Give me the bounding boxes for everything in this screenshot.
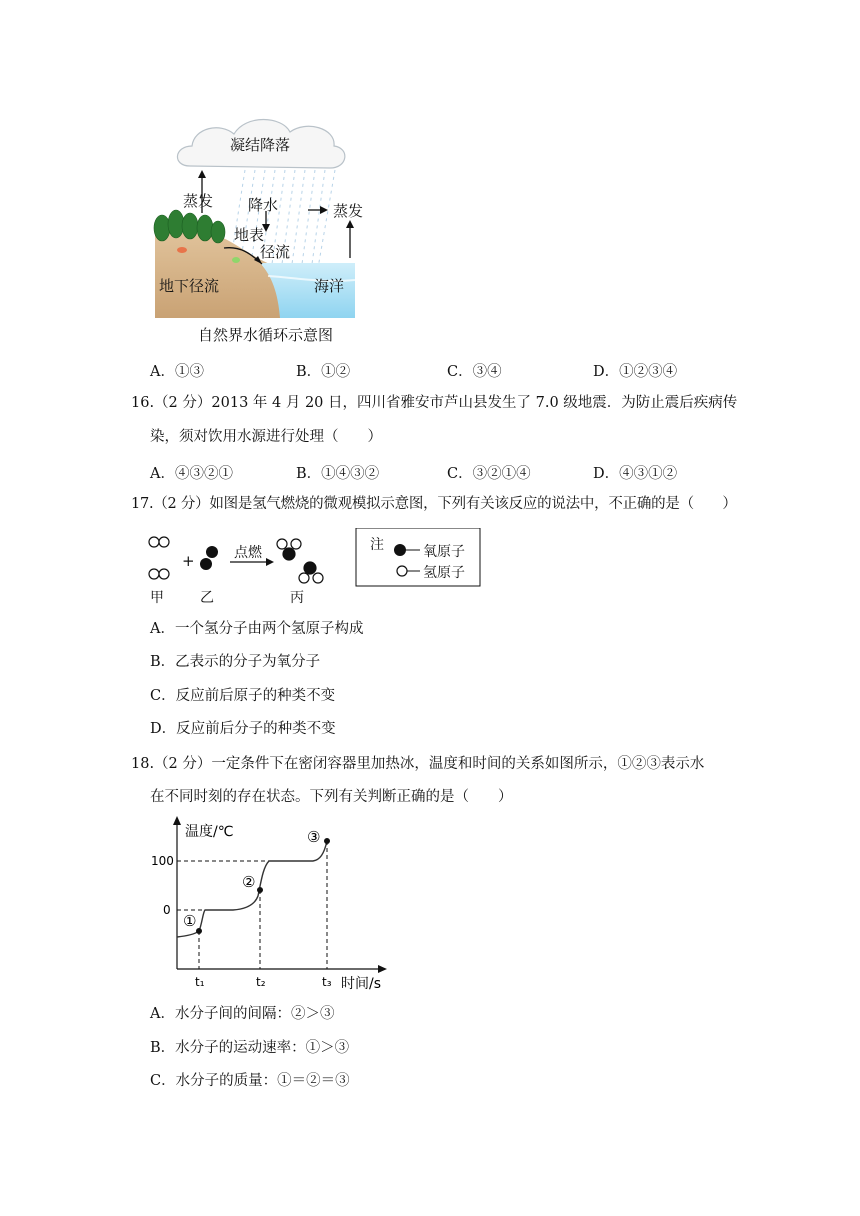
point-1-label: ① [183, 912, 197, 930]
q17-option-c[interactable]: C．反应前后原子的种类不变 [150, 688, 336, 704]
q16-option-a[interactable]: A．④③②① [150, 466, 233, 482]
trees [154, 210, 225, 243]
label-bing: 丙 [290, 590, 304, 606]
temperature-time-chart [145, 812, 395, 997]
q18-stem-line2: 在不同时刻的存在状态。下列有关判断正确的是（ ） [150, 789, 513, 805]
q15-option-c[interactable]: C．③④ [447, 364, 502, 380]
q16-option-c[interactable]: C．③②①④ [447, 466, 531, 482]
arrow-label: 点燃 [234, 545, 262, 561]
surface-runoff-label-2: 径流 [260, 243, 291, 261]
groundwater-label: 地下径流 [159, 277, 220, 295]
water-cycle-figure [150, 108, 370, 346]
evaporation-left-label: 蒸发 [183, 192, 214, 210]
q18-option-c[interactable]: C．水分子的质量：①＝②＝③ [150, 1073, 350, 1089]
y-tick-0: 0 [163, 903, 171, 917]
x-tick-t3: t₃ [322, 975, 332, 989]
q15-option-d[interactable]: D．①②③④ [593, 364, 678, 380]
q16-stem-line1: 16.（2 分）2013 年 4 月 20 日，四川省雅安市芦山县发生了 7.0 级地震．为防止震后疾病传 [131, 395, 738, 411]
legend-hydrogen: 氢原子 [423, 565, 465, 581]
figure-caption: 自然界水循环示意图 [198, 326, 334, 344]
label-jia: 甲 [150, 590, 164, 606]
chart-svg [145, 812, 395, 997]
legend-title: 注 [370, 537, 384, 553]
q18-option-b[interactable]: B．水分子的运动速率：①＞③ [150, 1040, 350, 1056]
q16-option-b[interactable]: B．①④③② [296, 466, 380, 482]
h2o-molecules [277, 539, 323, 583]
o2-molecule [200, 546, 218, 570]
x-tick-t1: t₁ [195, 975, 205, 989]
q15-option-b[interactable]: B．①② [296, 364, 351, 380]
q17-option-d[interactable]: D．反应前后分子的种类不变 [150, 721, 336, 737]
x-tick-t2: t₂ [256, 975, 266, 989]
q18-stem-line1: 18.（2 分）一定条件下在密闭容器里加热冰，温度和时间的关系如图所示，①②③表示水 [131, 756, 705, 772]
legend-oxygen: 氧原子 [423, 544, 465, 560]
h2-molecules [149, 537, 169, 579]
x-axis-label: 时间/s [341, 976, 382, 992]
q17-option-a[interactable]: A．一个氢分子由两个氢原子构成 [150, 621, 364, 637]
q17-reaction-figure [140, 528, 490, 608]
precipitation-label: 降水 [248, 196, 279, 214]
q17-option-b[interactable]: B．乙表示的分子为氧分子 [150, 654, 321, 670]
q16-option-d[interactable]: D．④③①② [593, 466, 678, 482]
q17-stem: 17.（2 分）如图是氢气燃烧的微观模拟示意图，下列有关该反应的说法中，不正确的是（ ） [131, 496, 737, 512]
plus-sign: + [182, 552, 195, 570]
y-tick-100: 100 [151, 854, 174, 868]
surface-runoff-label-1: 地表 [234, 226, 265, 244]
point-2 [257, 887, 263, 893]
q15-option-a[interactable]: A．①③ [150, 364, 204, 380]
guide-lines [177, 841, 327, 969]
y-axis-label: 温度/℃ [185, 824, 234, 840]
point-3-label: ③ [307, 828, 321, 846]
point-1 [196, 928, 202, 934]
evaporation-right-label: 蒸发 [333, 202, 364, 220]
ocean-label: 海洋 [314, 277, 345, 295]
q18-option-a[interactable]: A．水分子间的间隔：②＞③ [150, 1006, 335, 1022]
label-yi: 乙 [200, 590, 214, 606]
point-2-label: ② [242, 873, 256, 891]
point-3 [324, 838, 330, 844]
q16-stem-line2: 染，须对饮用水源进行处理（ ） [150, 429, 382, 445]
cloud-label: 凝结降落 [230, 136, 291, 154]
